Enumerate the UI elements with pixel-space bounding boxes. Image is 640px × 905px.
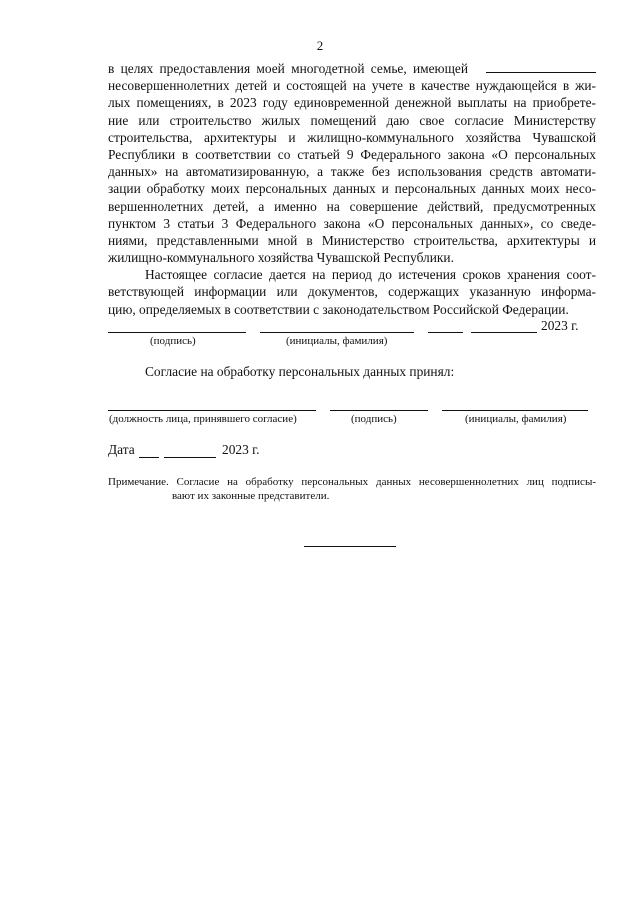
caption-accepted-name: (инициалы, фамилия) <box>465 413 567 425</box>
paragraph1-line-8: зации обработку моих персональных данных и персональных данных моих несо- <box>108 181 596 197</box>
date-month-line[interactable] <box>164 457 216 458</box>
paragraph1-line-12: жилищно-коммунального хозяйства Чувашской Республики. <box>108 250 454 266</box>
paragraph1-line-5: строительства, архитектуры и жилищно-коммунального хозяйства Чувашской <box>108 129 596 145</box>
children-count-blank[interactable] <box>486 61 596 73</box>
date-year: 2023 г. <box>222 442 260 457</box>
paragraph1-line-2: несовершеннолетних детей и состоящей на учете в качестве нуждающейся в жи- <box>108 78 596 94</box>
date-day-line[interactable] <box>139 457 159 458</box>
caption-name: (инициалы, фамилия) <box>286 335 388 347</box>
paragraph1-line-3: лых помещениях, в 2023 году единовременной денежной выплаты на приобрете- <box>108 95 596 111</box>
consent-body <box>108 60 596 318</box>
paragraph1-line-1: в целях предоставления моей многодетной семье, имеющей <box>108 60 596 77</box>
signature-line[interactable] <box>108 332 246 333</box>
position-line[interactable] <box>108 410 316 411</box>
page-number: 2 <box>316 38 324 53</box>
paragraph1-line-10: пунктом 3 статьи 3 Федерального закона «О персональных данных», со сведе- <box>108 215 596 231</box>
footnote-line-1: Примечание. Согласие на обработку персональных данных несовершеннолетних лиц подписы- <box>108 476 596 488</box>
accepted-name-line[interactable] <box>442 410 588 411</box>
signature-year: 2023 г. <box>541 318 579 333</box>
paragraph2-line-2: ветствующей информации или документов, содержащих указанную информа- <box>108 284 596 300</box>
accepted-heading: Согласие на обработку персональных данных принял: <box>145 364 455 379</box>
paragraph1-line-7: данных» на автоматизированную, а также без использования средств автомати- <box>108 164 596 180</box>
paragraph2-line-3: цию, определяемых в соответствии с законодательством Российской Федерации. <box>108 301 569 317</box>
month-line[interactable] <box>471 332 537 333</box>
footnote-line-2: вают их законные представители. <box>172 490 330 502</box>
paragraph2-line-1: Настоящее согласие дается на период до истечения сроков хранения соот- <box>145 267 596 283</box>
paragraph1-line-6: Республики в соответствии со статьей 9 Федерального закона «О персональных <box>108 146 596 162</box>
paragraph1-line-4: ние или строительство жилых помещений даю свое согласие Министерству <box>108 112 596 128</box>
footnote <box>108 475 596 503</box>
caption-accepted-signature: (подпись) <box>351 413 397 425</box>
caption-signature: (подпись) <box>150 335 196 347</box>
paragraph1-line-9: вершеннолетних детей, а именно на совершение действий, предусмотренных <box>108 198 596 214</box>
day-line[interactable] <box>428 332 463 333</box>
accepted-signature-line[interactable] <box>330 410 428 411</box>
name-line[interactable] <box>260 332 414 333</box>
caption-position: (должность лица, принявшего согласие) <box>109 413 297 425</box>
date-label: Дата <box>108 442 135 457</box>
closing-separator-line <box>304 546 396 547</box>
paragraph1-line-11: ниями, представленными мной в Министерство строительства, архитектуры и <box>108 232 596 248</box>
